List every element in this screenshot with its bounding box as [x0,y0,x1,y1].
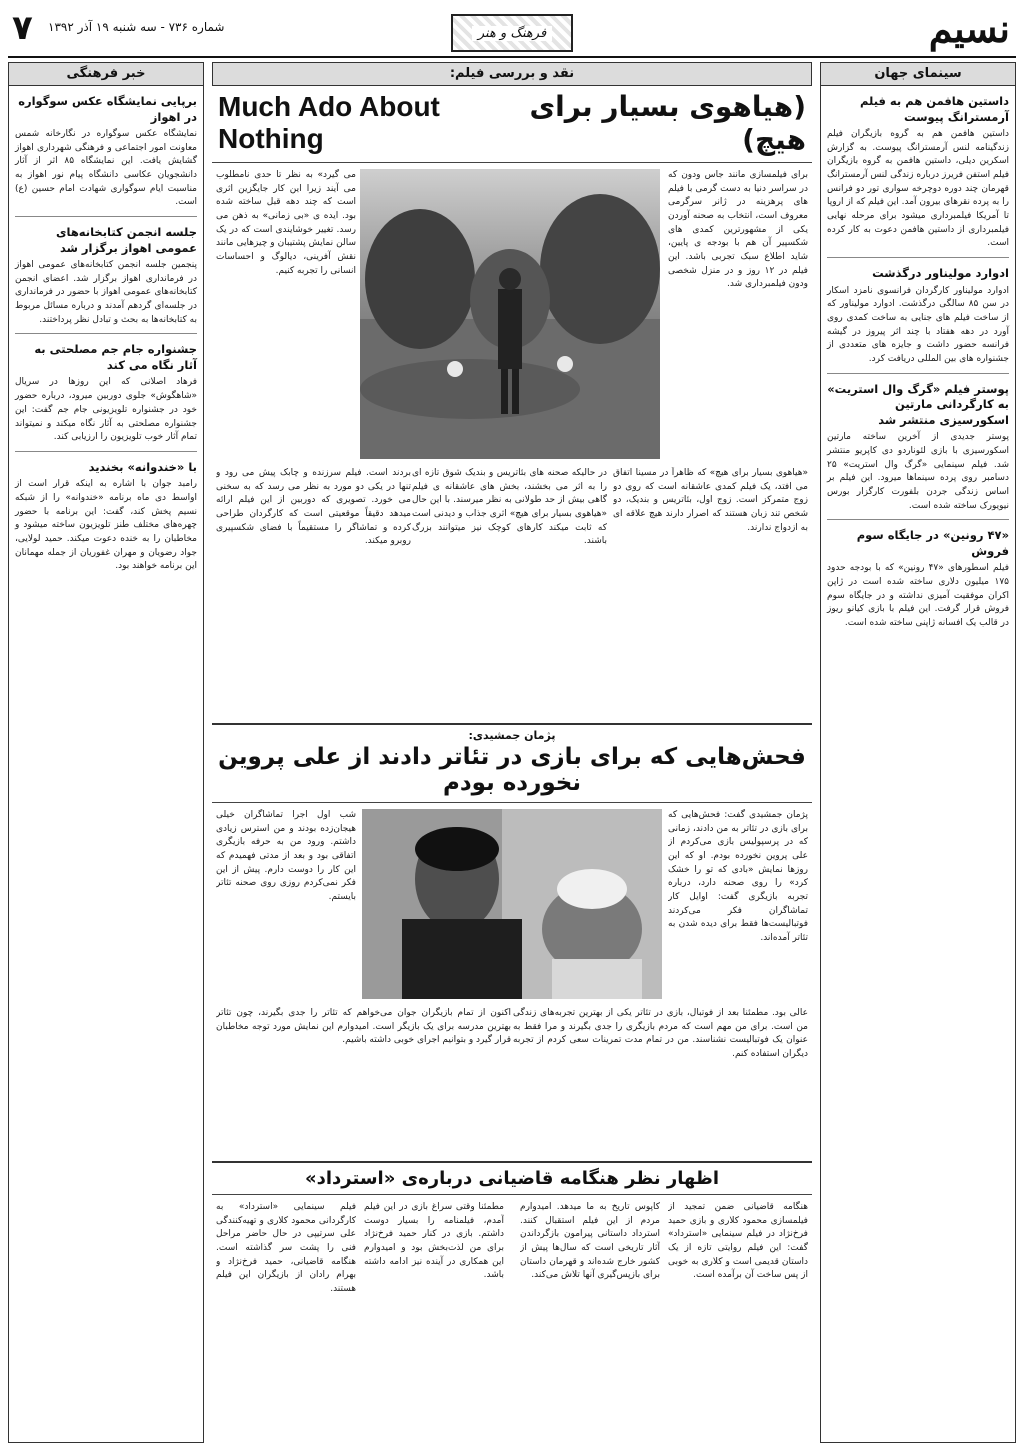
news-item [9,452,203,580]
news-item [9,217,203,333]
article-text: اکنون از تمام بازیگران جوان می‌خواهم که تئاتر را جدی بگیرند، چون تئاتر بهترین مدرسه برای یک بازیگر است. امیدوارم این نمایش مورد توجه مخاطبان قرار گیرد و بتوانیم اجرای خوبی داشته باشیم. [216,1008,511,1046]
article-text: فیلم سینمایی «استرداد» به کارگردانی محمود کلاری و تهیه‌کنندگی علی سرتیپی در حال حاضر مراحل فنی را پشت سر گذاشته است. هنگامه قاضیانی، حمید فرخ‌نژاد و بهرام رادان از بازیگران این فیلم هستند. [216,1202,356,1295]
news-item [821,520,1015,636]
culture-news-header: خبر فرهنگی [9,63,203,86]
news-body: پوستر جدیدی از آخرین ساخته مارتین اسکورسیزی با بازی لئوناردو دی کاپریو منتشر شد. فیلم سینمایی «گرگ وال استریت» ۲۵ دسامبر روی پرده سینماها میرود. این فیلم بر اساس زندگی جردن بلفورت کارگزار بورس نیویورک ساخته شده است. [827,432,1009,511]
article-text: می گیرد» به نظر تا حدی نامطلوب می آیند زیرا این کار جایگزین اثری است که چند دهه قبل ساخته شده بود. ایده ی «بی زمانی» به ذهن می رسد. تغییر خوشایندی است که در یک سالن نمایش پشتیبان و چیزهایی مانند نقش آفرینی، دیالوگ و احساسات انسانی را تجربه کنیم. [216,170,356,276]
news-body: داستین هافمن هم به گروه بازیگران فیلم زندگینامه لنس آرمسترانگ پیوست. به گزارش اسکرین دیلی، داستین هافمن به گروه بازیگران فیلم استفن فریرز درباره زندگی لنس آرمسترانگ قهرمان چند دوره دوچرخه سواری تور دو فرانس را به پرده نقرهای بیرون آمد. این فیلم که از اروپا تا آمریکا فیلمبرداری میشود برای مرحله نهایی فیلمبرداری از داستین هافمن دعوت به کار کرده است. [827,129,1009,249]
news-item [9,334,203,450]
article-text: کاپوس تاریخ به ما میدهد. امیدوارم مردم از این فیلم استقبال کنند. استرداد داستانی پیرامون بازگرداندن آثار تاریخی است که سال‌ها پیش از کشور خارج شده‌اند و قهرمان داستان برای بازپس‌گیری آنها تلاش می‌کند. [520,1202,660,1281]
news-headline: با «خندوانه» بخندید [88,459,197,474]
world-cinema-column [820,62,1016,1443]
news-body: پنجمین جلسه انجمن کتابخانه‌های عمومی اهواز در فرمانداری اهواز برگزار شد. اعضای انجمن کتابخانه‌های عمومی اهواز با حضور در فرمانداری در جلسه‌ای گردهم آمدند و درباره مسائل مربوط به کتابخانه‌ها به بحث و تبادل نظر پرداختند. [15,260,197,325]
masthead [8,6,1016,58]
article-text: هنگامه قاضیانی ضمن تمجید از فیلمسازی محمود کلاری و بازی حمید فرخ‌نژاد در فیلم سینمایی «استرداد» گفت: این فیلم روایتی تازه از یک داستان قدیمی است و کلاری به خوبی از پس ساخت آن برآمده است. [668,1202,808,1281]
page-number: ۷ [12,8,33,48]
estrdad-article [212,1195,812,1393]
news-headline: جشنواره جام جم مصلحتی به آثار نگاه می کند [34,342,197,372]
interview-article [212,803,812,1163]
review-title-row [212,86,812,163]
interview-title[interactable]: فحش‌هایی که برای بازی در تئاتر دادند از علی پروین نخورده بودم [212,742,812,803]
news-body: فرهاد اصلانی که این روزها در سریال «شاهگوش» جلوی دوربین میرود، درباره حضور خود در جشنواره تلویزیونی جام جم گفت: این جشنواره مصلحتی به آثار نگاه میکند و نمیتواند تمام آثار خوب تلویزیون را ارزیابی کند. [15,377,197,443]
news-item [821,86,1015,257]
news-headline: پوستر فیلم «گرگ وال استریت» به کارگردانی مارتین اسکورسیزی منتشر شد [827,381,1009,427]
culture-news-column [8,62,204,1443]
issue-info: شماره ۷۳۶ - سه شنبه ۱۹ آذر ۱۳۹۲ [48,20,225,34]
article-text: «هیاهوی بسیار برای هیچ» که ظاهراً در مسینا اتفاق می افتد، یک فیلم کمدی عاشقانه است که روی دو زوج متمرکز است. زوج اول، بئاتریس و بندیک، دو شخص تند زبان هستند که اصرار دارند هیچ علاقه ای به ازدواج ندارند. [613,468,808,533]
article-text: عالی بود. مطمئنا بعد از فوتبال، بازی در تئاتر یکی از بهترین تجربه‌های زندگی من است. برای من مهم است که مردم بازیگری را جدی بگیرند و مرا فقط به عنوان یک فوتبالیست نشناسند. من در تمام مدت تمرینات سعی کردم از تجربه دیگران استفاده کنم. [513,1008,808,1060]
interview-kicker: پژمان جمشیدی: [468,729,556,742]
news-body: فیلم اسطورهای «۴۷ رونین» که با بودجه حدود ۱۷۵ میلیون دلاری ساخته شده است در ژاپن اکران موفقیت آمیزی نداشته و در جایگاه سوم فروش قرار گرفت. این فیلم با بازی کیانو ریوز در قالب یک افسانه ژاپنی ساخته شده است. [827,563,1009,628]
news-body: نمایشگاه عکس سوگواره در نگارخانه شمس معاونت امور اجتماعی و فرهنگی شهرداری اهواز گشایش یافت. این نمایشگاه ۸۵ اثر از آثار دانشجویان عکاسی دانشگاه پیام نور اهواز به مناسبت ایام سوگواری شهادت امام حسین (ع) است. [15,129,197,208]
film-still-photo [360,169,660,459]
article-text: در حالیکه صحنه های بئاتریس و بندیک شوق تازه ای را به اثر می بخشند، بخش های عاشقانه ی فیلم گاهی بیش از حد طولانی به نظر میرسند. با این حال «هیاهوی بسیار برای هیچ» اثری جذاب و دیدنی است که ثابت میکند کارهای کوچک نیز میتوانند بزرگ باشند. [412,468,607,547]
review-article [212,163,812,725]
news-body: رامبد جوان با اشاره به اینکه قرار است از اواسط دی ماه برنامه «خندوانه» را از شبکه نسیم پخش کند، گفت: این برنامه با حضور چهره‌های مختلف طنز تلویزیون ساخته میشود و مخاطبان را به خنده دعوت میکند. حمید لولایی، جواد رضویان و مهران غفوریان از جمله مهمانان این برنامه خواهند بود. [15,479,197,572]
review-title-persian[interactable]: (هیاهوی بسیار برای هیچ) [529,90,806,156]
estrdad-title[interactable]: اظهار نظر هنگامه قاضیانی درباره‌ی «استرداد» [212,1163,812,1195]
section-emblem [451,14,573,52]
news-headline: جلسه انجمن کتابخانه‌های عمومی اهواز برگزار شد [55,225,197,255]
review-section-header: نقد و بررسی فیلم: [212,62,812,86]
news-item [9,86,203,216]
review-title-english[interactable]: Much Ado About Nothing [218,91,440,154]
news-headline: ادوارد مولیناور درگذشت [872,266,1009,281]
article-text: برای فیلمسازی مانند جاس ودون که در سراسر دنیا به دست گرمی با فیلم های پرهزینه در ژانر سرگرمی معروف است، انتخاب به صحنه آوردن یکی از مشهورترین کمدی های شکسپیر آن هم با بودجه ی پایین، شاید اطلاع سبک تجربی باشد. این فیلم در ۱۲ روز و در منزل شخصی ودون فیلمبرداری شد. [668,170,808,290]
world-cinema-header: سینمای جهان [821,63,1015,86]
news-body: ادوارد مولیناور کارگردان فرانسوی نامزد اسکار در سن ۸۵ سالگی درگذشت. ادوارد مولیناور که از ساخت فیلم های جنایی به ساخت کمدی روی آورد در دهه هفتاد با چند اثر پیروز در گیشه فرانسه حضور داشت و جایزه های متعددی از جشنواره های بین المللی دریافت کرد. [827,285,1009,364]
news-item [821,374,1015,520]
article-text: بردند است. فیلم سرزنده و چابک پیش می رود و تنها در یکی دو مورد به نظر می رسد که به سخنی می خورد. تصویری که دوربین از این فیلم ارائه میدهد دقیقاً موقعیتی است که کارگردان طراحی کرده و تماشاگر را مستقیماً با فضای شکسپیری روبرو میکند. [216,468,411,547]
news-headline: برپایی نمایشگاه عکس سوگواره در اهواز [18,94,197,124]
actor-portrait-photo [362,809,662,999]
article-text: مطمئنا وقتی سراغ بازی در این فیلم آمدم، فیلمنامه را بسیار دوست داشتم. بازی در کنار حمید فرخ‌نژاد برای من لذت‌بخش بود و امیدوارم این همکاری در آینده نیز ادامه داشته باشد. [364,1202,504,1281]
center-content [212,62,812,1443]
article-text: شب اول اجرا تماشاگران خیلی هیجان‌زده بودند و من استرس زیادی داشتم. ورود من به حرفه بازیگری اتفاقی بود و بعد از مدتی فهمیدم که این کار را دوست دارم. پیش از این فکر نمی‌کردم روزی روی صحنه تئاتر بایستم. [216,810,356,903]
article-text: پژمان جمشیدی گفت: فحش‌هایی که برای بازی در تئاتر به من دادند، زمانی که در پرسپولیس بازی می‌کردم از علی پروین نخورده بودم. او که این روزها نمایش «بادی که تو را خشک کرد» را روی صحنه دارد، درباره تجربه بازیگری گفت: اوایل کار تماشاگران فکر می‌کردند فوتبالیست‌ها فقط برای دیده شدن به تئاتر آمده‌اند. [668,810,808,944]
section-title: فرهنگ و هنر [472,26,552,41]
news-headline: داستین هافمن هم به فیلم آرمسترانگ پیوست [859,94,1009,124]
news-headline: «۴۷ رونین» در جایگاه سوم فروش [856,528,1009,558]
newspaper-logo[interactable]: نسیم [928,6,1010,51]
news-item [821,258,1015,373]
